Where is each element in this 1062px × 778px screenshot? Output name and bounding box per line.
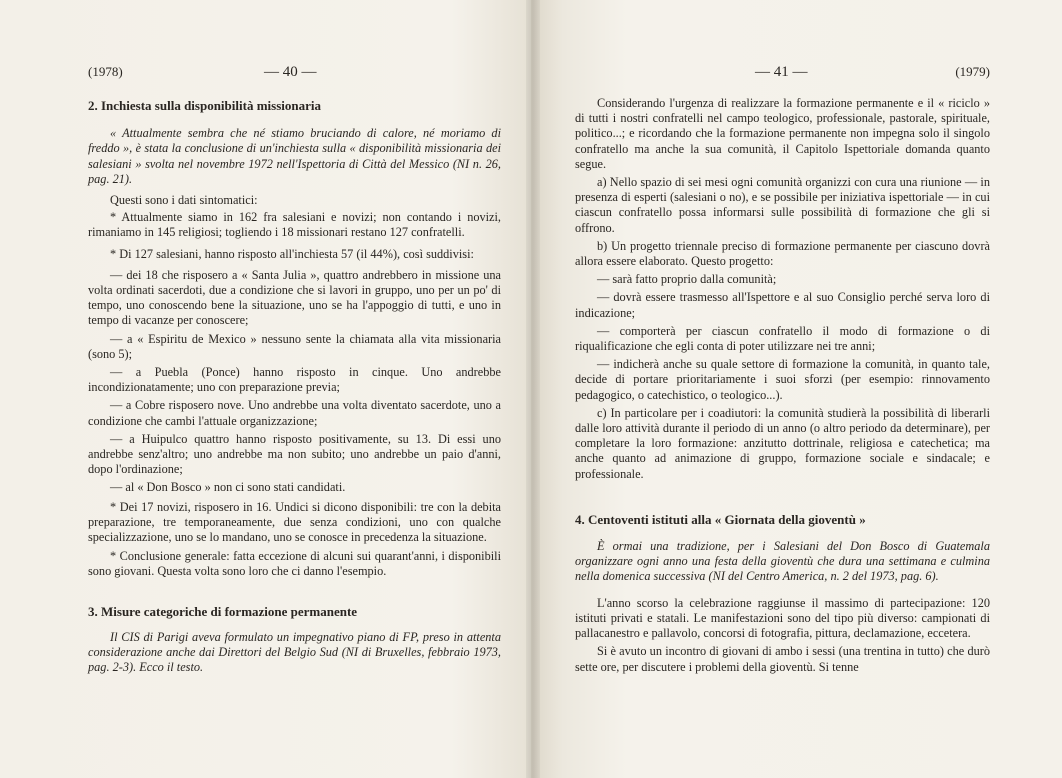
paragraph: Considerando l'urgenza di realizzare la formazione permanente e il « riciclo » di tutti i nostri confratelli nel campo teologico, professionale, pastorale, spirituale, politico...; e ricordando che la formazione permanente non impegna solo il singolo confratello ma anche la sua comunità, il Capitolo Ispettoriale domanda quanto segue. — [575, 96, 990, 171]
list-item: — comporterà per ciascun confratello il modo di formazione o di riqualificazione che egli conta di poter utilizzare nei tre anni; — [575, 323, 990, 354]
paragraph: Si è avuto un incontro di giovani di ambo i sessi (una trentina in tutto) che durò sette ore, per discutere i problemi della gioventù. Si tenne — [575, 644, 990, 674]
section-intro-quote: Il CIS di Parigi aveva formulato un impegnativo piano di FP, preso in attenta considerazione anche dai Direttori del Belgio Sud (NI di Bruxelles, febbraio 1973, pag. 2-3). Ecco il testo. — [88, 629, 501, 675]
list-item: — sarà fatto proprio dalla comunità; — [597, 272, 777, 287]
list-item: — a Huipulco quattro hanno risposto positivamente, su 13. Di essi uno andrebbe senz'altro; uno andrebbe ma non subito; uno andrebbe un paio d'anni, dopo l'ordinazione; — [88, 431, 501, 477]
paragraph: b) Un progetto triennale preciso di formazione permanente per ciascuno dovrà allora essere elaborato. Questo progetto: — [575, 238, 990, 269]
section-heading: 2. Inchiesta sulla disponibilità missionaria — [88, 98, 321, 113]
list-item: — a Puebla (Ponce) hanno risposto in cinque. Uno andrebbe incondizionatamente; uno con preparazione previa; — [88, 365, 501, 395]
paragraph: * Conclusione generale: fatta eccezione di alcuni sui quarant'anni, i disponibili sono giovani. Questa volta sono loro che ci danno l'esempio. — [88, 549, 501, 579]
page-year: (1979) — [955, 64, 990, 79]
paragraph: Questi sono i dati sintomatici: — [110, 193, 258, 208]
paragraph: c) In particolare per i coadiutori: la comunità studierà la possibilità di liberarli dalle loro attività durante il periodo di un anno (o altro periodo da determinare), per completare la loro formazione: anzitutto dottrinale, religiosa e catechetica; ma anche quanto ad animazione di gruppo, formazione sociale e sindacale; e professionale. — [575, 405, 990, 481]
paragraph: * Di 127 salesiani, hanno risposto all'inchiesta 57 (il 44%), così suddivisi: — [110, 246, 474, 261]
section-intro-quote: « Attualmente sembra che né stiamo bruciando di calore, né moriamo di freddo », è stata la conclusione di un'inchiesta sulla « disponibilità missionaria dei salesiani » svolta nel novembre 1972 nell'Ispettoria di Città del Messico (NI n. 26, pag. 21). — [88, 126, 501, 186]
list-item: — dovrà essere trasmesso all'Ispettore e al suo Consiglio perché serva loro di indicazione; — [575, 290, 990, 320]
paragraph: * Attualmente siamo in 162 fra salesiani e novizi; non contando i novizi, rimaniamo in 145 religiosi; togliendo i 18 missionari restano 127 confratelli. — [88, 210, 501, 240]
list-item: — indicherà anche su quale settore di formazione la comunità, in quanto tale, decide di portare prioritariamente i suoi sforzi (per esempio: rinnovamento pedagogico, o catechistico, o teologico...). — [575, 357, 990, 402]
paragraph: a) Nello spazio di sei mesi ogni comunità organizzi con cura una riunione — in presenza di esperti (salesiani o no), e se possibile per iniziativa ispettoriale — in cui ciascun confratello possa informarsi sulle possibilità di formazione che gli si offrono. — [575, 175, 990, 235]
page-header — [88, 64, 501, 84]
page-number: — 41 — — [755, 64, 808, 80]
section-heading: 3. Misure categoriche di formazione permanente — [88, 603, 358, 619]
list-item: — dei 18 che risposero a « Santa Julia », quattro andrebbero in missione una volta ordinati sacerdoti, due a condizione che si lavori in gruppo, uno per un po' di tempo, uno conoscendo bene la situazione, uno se ha l'appoggio di tutti, e uno in tempo di vacanze per conoscere; — [88, 267, 501, 328]
book-gutter — [526, 0, 540, 778]
page-year: (1978) — [88, 64, 123, 79]
paragraph: L'anno scorso la celebrazione raggiunse il massimo di partecipazione: 120 istituti privati e statali. Le manifestazioni sono del tipo più diverso: campionati di pallacanestro e pallavolo, concorsi di fotografia, pittura, declamazione, eccetera. — [575, 595, 990, 641]
page-header — [575, 64, 990, 84]
list-item: — a « Espiritu de Mexico » nessuno sente la chiamata alla vita missionaria (sono 5); — [88, 331, 501, 361]
paragraph: * Dei 17 novizi, risposero in 16. Undici si dicono disponibili: tre con la debita preparazione, tre temporaneamente, due senza condizioni, uno con qualche specializzazione, uno se lo mandano, uno se conosce in precedenza la situazione. — [88, 499, 501, 545]
section-heading: 4. Centoventi istituti alla « Giornata della gioventù » — [575, 511, 866, 527]
section-intro-quote: È ormai una tradizione, per i Salesiani del Don Bosco di Guatemala organizzare ogni anno una festa della gioventù che dura una settimana e culmina nella domenica successiva (NI del Centro America, n. 2 del 1973, pag. 6). — [575, 539, 990, 584]
list-item: — al « Don Bosco » non ci sono stati candidati. — [110, 480, 346, 495]
right-page — [531, 0, 1062, 778]
page-number: — 40 — — [264, 64, 317, 80]
list-item: — a Cobre risposero nove. Uno andrebbe una volta diventato sacerdote, uno a condizione che cambi l'attuale organizzazione; — [88, 398, 501, 428]
